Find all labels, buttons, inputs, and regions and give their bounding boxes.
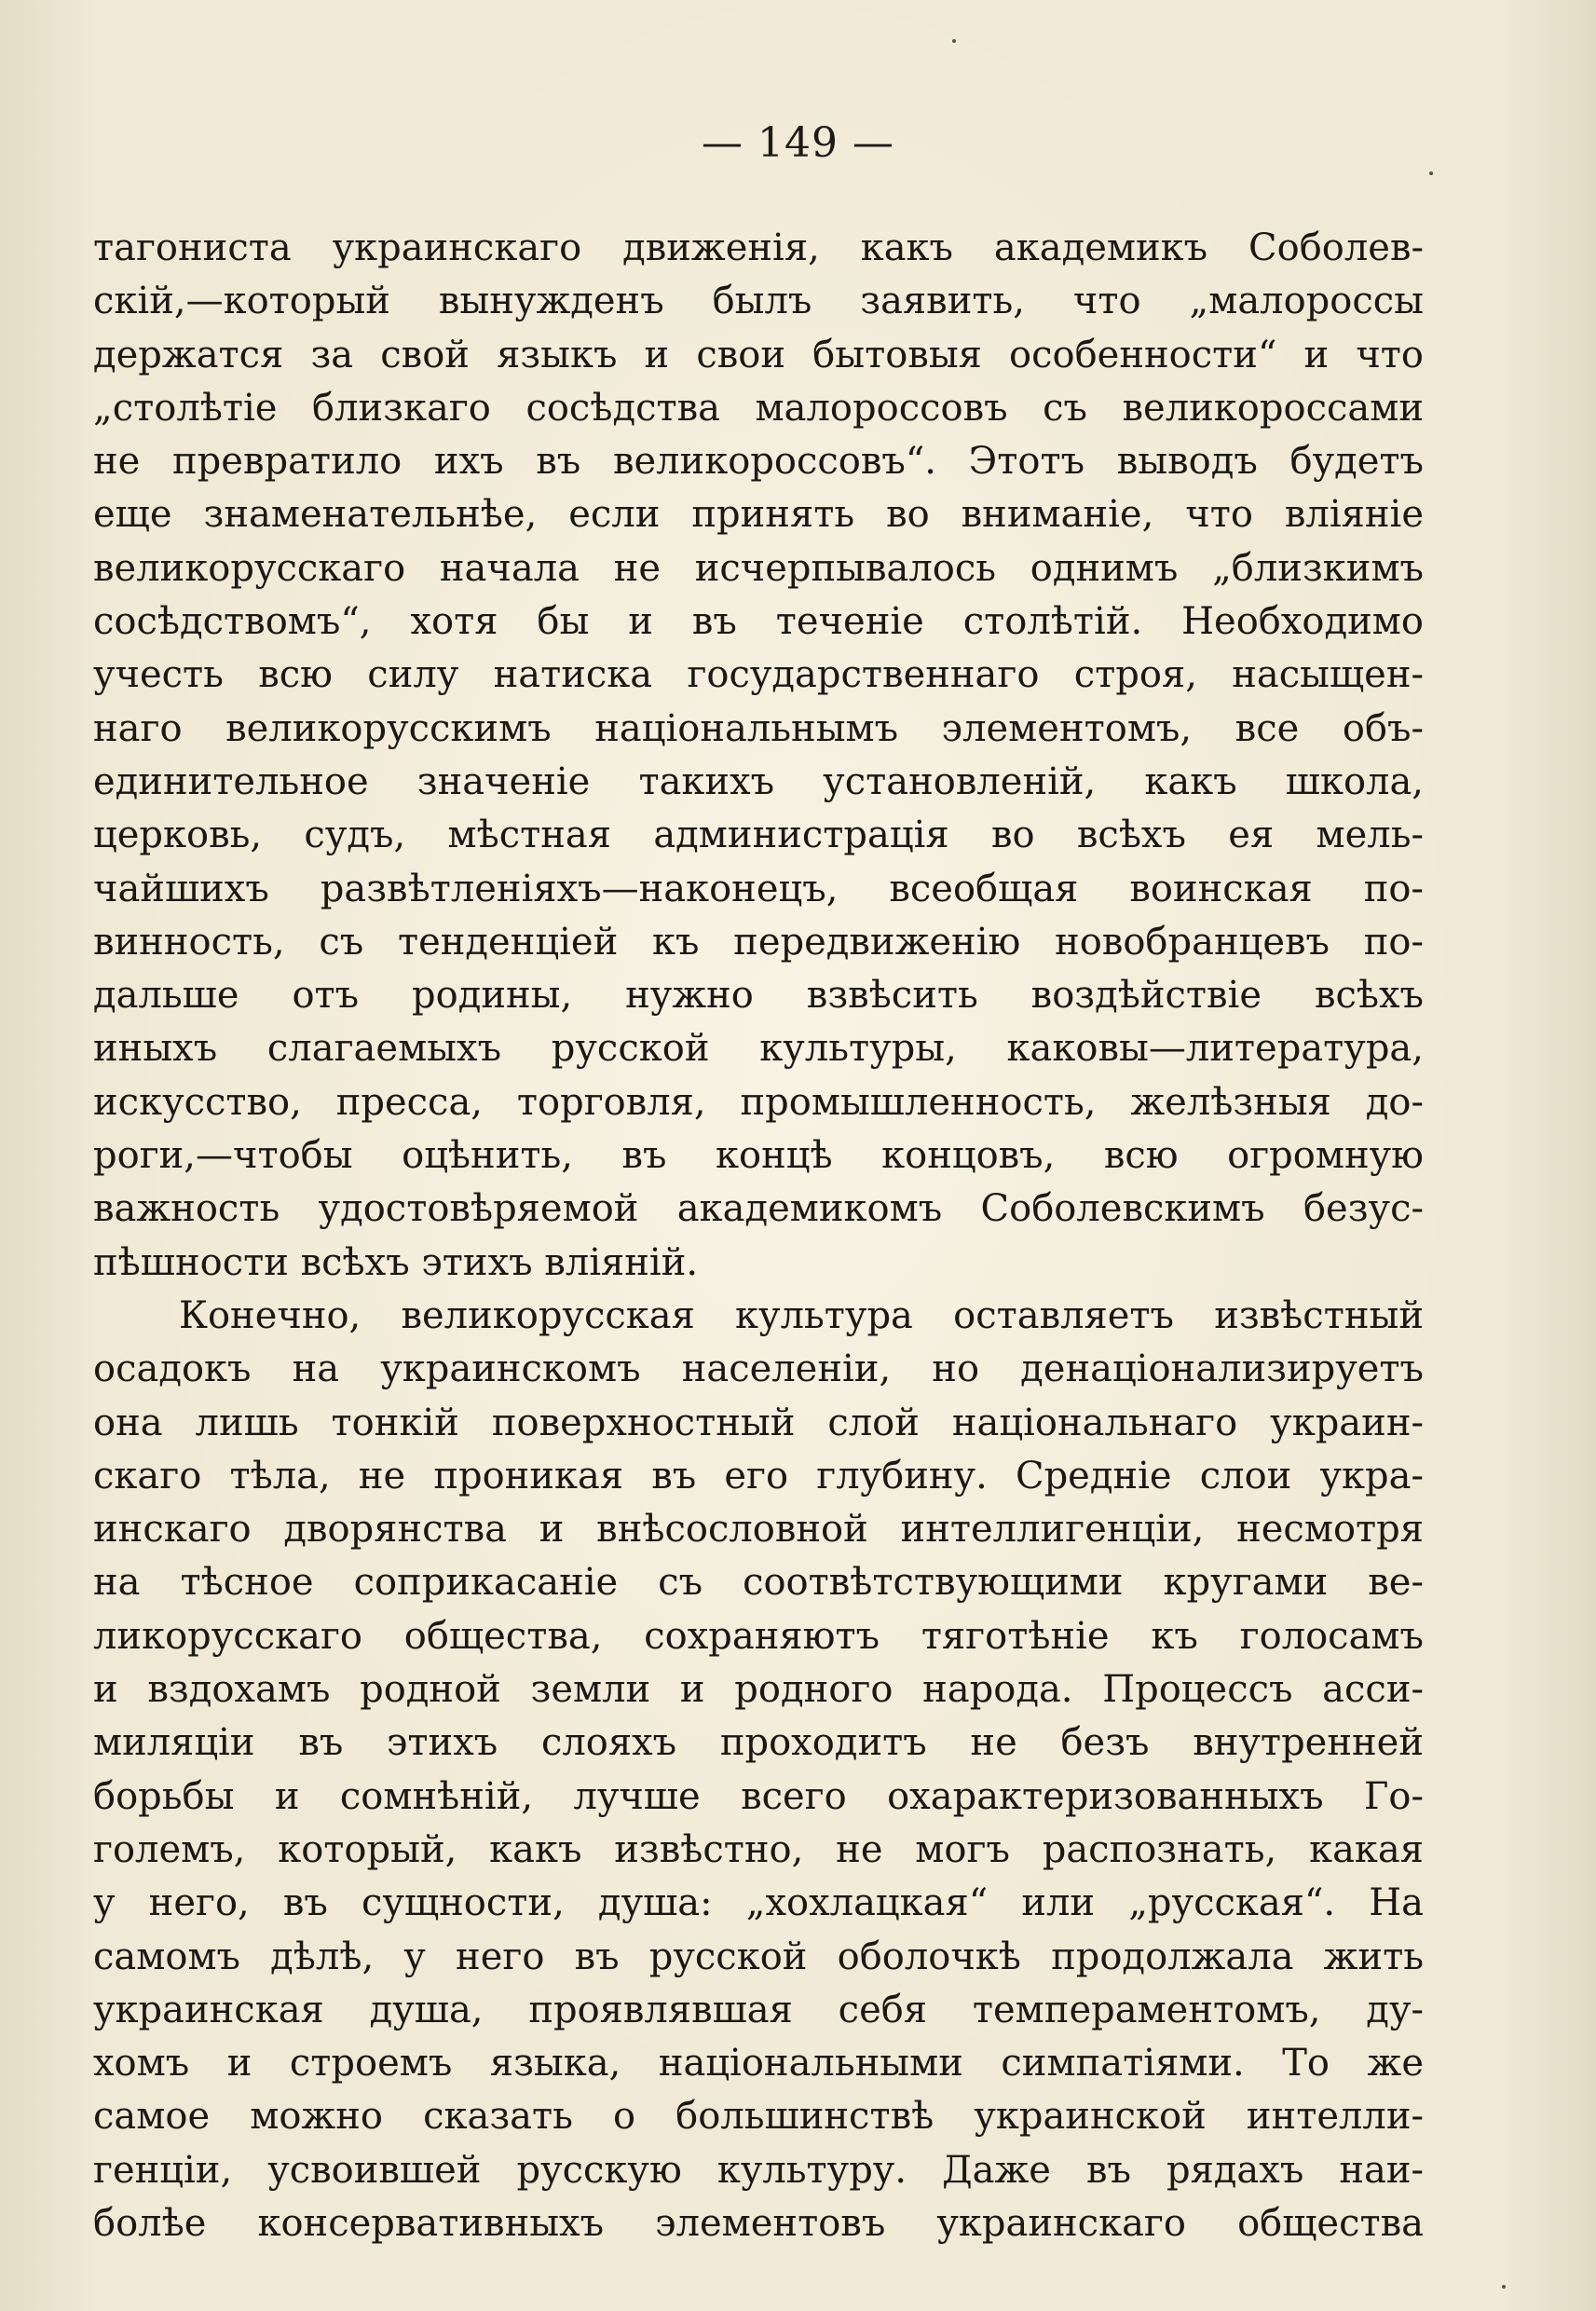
text-line: осадокъ на украинскомъ населеніи, но денаціонализируетъ bbox=[93, 1347, 1424, 1391]
text-line: единительное значеніе такихъ установленій, какъ школа, bbox=[93, 759, 1424, 803]
text-line: борьбы и сомнѣній, лучше всего охарактеризованныхъ Го- bbox=[93, 1774, 1424, 1818]
paper-speck bbox=[1502, 2285, 1506, 2289]
text-line: ликорусскаго общества, сохраняютъ тяготѣніе къ голосамъ bbox=[93, 1614, 1424, 1658]
text-line: големъ, который, какъ извѣстно, не могъ распознать, какая bbox=[93, 1827, 1424, 1871]
text-line: самомъ дѣлѣ, у него въ русской оболочкѣ продолжала жить bbox=[93, 1935, 1424, 1978]
text-line: скаго тѣла, не проникая въ его глубину. Средніе слои укра- bbox=[93, 1454, 1424, 1497]
text-line: искусство, пресса, торговля, промышленность, желѣзныя до- bbox=[93, 1080, 1424, 1124]
paragraph-2 bbox=[93, 1290, 1424, 2250]
text-line: украинская душа, проявлявшая себя темпераментомъ, ду- bbox=[93, 1988, 1424, 2031]
text-line: великорусскаго начала не исчерпывалось однимъ „близкимъ bbox=[93, 546, 1424, 590]
text-line: чайшихъ развѣтленіяхъ—наконецъ, всеобщая воинская по- bbox=[93, 867, 1424, 910]
text-line: Конечно, великорусская культура оставляетъ извѣстный bbox=[179, 1293, 1424, 1337]
text-line: миляціи въ этихъ слояхъ проходитъ не безъ внутренней bbox=[93, 1721, 1424, 1765]
paper-speck bbox=[1429, 171, 1433, 175]
text-line: у него, въ сущности, душа: „хохлацкая“ или „русская“. На bbox=[93, 1881, 1424, 1925]
paper-speck bbox=[952, 39, 956, 43]
text-line: важность удостовѣряемой академикомъ Соболевскимъ безус- bbox=[93, 1187, 1424, 1231]
text-line: церковь, судъ, мѣстная администрація во всѣхъ ея мель- bbox=[93, 814, 1424, 857]
text-line: тагониста украинскаго движенія, какъ академикъ Соболев- bbox=[93, 226, 1424, 269]
text-line: хомъ и строемъ языка, національными симпатіями. То же bbox=[93, 2042, 1424, 2085]
text-line: и вздохамъ родной земли и родного народа. Процессъ асси- bbox=[93, 1668, 1424, 1712]
text-line: дальше отъ родины, нужно взвѣсить воздѣйствіе всѣхъ bbox=[93, 974, 1424, 1018]
text-line: сосѣдствомъ“, хотя бы и въ теченіе столѣтій. Необходимо bbox=[93, 600, 1424, 644]
body-text bbox=[93, 222, 1424, 2250]
text-line: держатся за свой языкъ и свои бытовыя особенности“ и что bbox=[93, 333, 1424, 376]
text-line: скій,—который вынужденъ былъ заявить, что „малороссы bbox=[93, 280, 1424, 323]
text-line: наго великорусскимъ національнымъ элементомъ, все объ- bbox=[93, 706, 1424, 750]
text-line: учесть всю силу натиска государственнаго строя, насыщен- bbox=[93, 653, 1424, 697]
text-line: болѣе консервативныхъ элементовъ украинскаго общества bbox=[93, 2201, 1424, 2245]
paragraph-1 bbox=[93, 222, 1424, 1290]
text-line: не превратило ихъ въ великороссовъ“. Этотъ выводъ будетъ bbox=[93, 440, 1424, 484]
text-line: винность, съ тенденціей къ передвиженію новобранцевъ по- bbox=[93, 920, 1424, 964]
text-line: „столѣтіе близкаго сосѣдства малороссовъ съ великороссами bbox=[93, 386, 1424, 430]
text-line: на тѣсное соприкасаніе съ соотвѣтствующими кругами ве- bbox=[93, 1561, 1424, 1605]
text-line: еще знаменательнѣе, если принять во вниманіе, что вліяніе bbox=[93, 493, 1424, 537]
text-line: самое можно сказать о большинствѣ украинской интелли- bbox=[93, 2095, 1424, 2139]
page-number: — 149 — bbox=[702, 119, 894, 167]
text-line: она лишь тонкій поверхностный слой національнаго украин- bbox=[93, 1401, 1424, 1444]
text-line: роги,—чтобы оцѣнить, въ концѣ концовъ, всю огромную bbox=[93, 1134, 1424, 1178]
text-line: пѣшности всѣхъ этихъ вліяній. bbox=[93, 1240, 699, 1284]
text-line: иныхъ слагаемыхъ русской культуры, каковы—литература, bbox=[93, 1027, 1424, 1071]
text-line: инскаго дворянства и внѣсословной интеллигенціи, несмотря bbox=[93, 1508, 1424, 1552]
text-line: генціи, усвоившей русскую культуру. Даже въ рядахъ наи- bbox=[93, 2148, 1424, 2192]
